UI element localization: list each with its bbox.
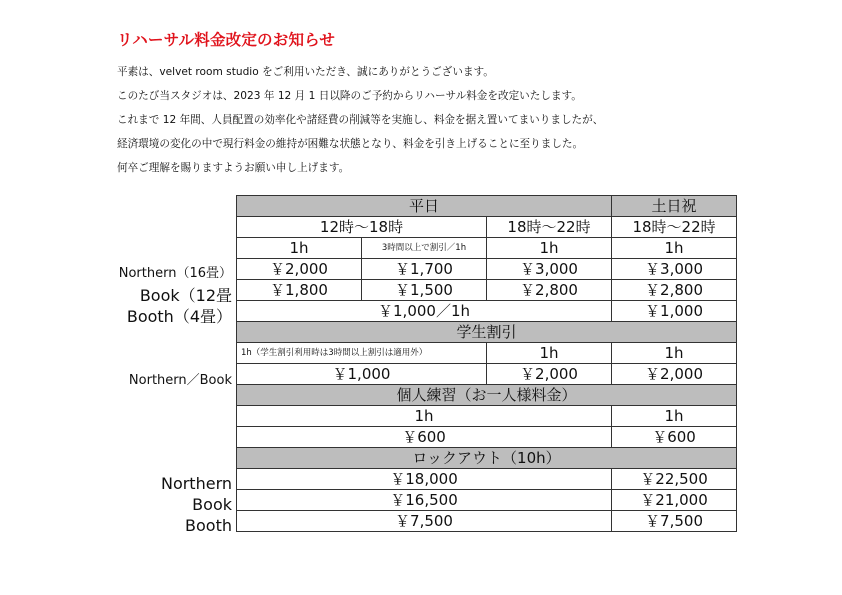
price-cell: ￥1,500 xyxy=(362,280,487,301)
row-label-book: Book xyxy=(192,495,232,514)
price-cell: ￥600 xyxy=(237,427,612,448)
price-cell: ￥2,000 xyxy=(612,364,737,385)
notice-title: リハーサル料金改定のお知らせ xyxy=(117,31,336,49)
price-cell: ￥22,500 xyxy=(612,469,737,490)
row-label-booth: Booth xyxy=(185,516,232,535)
price-cell: ￥1,000／1h xyxy=(237,301,612,322)
price-cell: ￥1,000 xyxy=(237,364,487,385)
header-slot-day: 12時〜18時 xyxy=(237,217,487,238)
table-row xyxy=(237,469,737,490)
price-cell: ￥18,000 xyxy=(237,469,612,490)
price-cell: ￥21,000 xyxy=(612,490,737,511)
row-label-booth-4: Booth（4畳） xyxy=(126,307,232,326)
price-cell: ￥7,500 xyxy=(237,511,612,532)
table-row xyxy=(237,364,737,385)
header-unit: 1h xyxy=(237,406,612,427)
notice-line: このたび当スタジオは、2023 年 12 月 1 日以降のご予約からリハーサル料金を改定いたします。 xyxy=(117,90,582,102)
header-slot-holiday: 18時〜22時 xyxy=(612,217,737,238)
header-unit: 1h xyxy=(612,238,737,259)
row-label-northern-16: Northern（16畳） xyxy=(118,266,232,281)
price-cell: ￥3,000 xyxy=(612,259,737,280)
header-slot-evening: 18時〜22時 xyxy=(487,217,612,238)
price-cell: ￥2,000 xyxy=(237,259,362,280)
notice-paragraph xyxy=(117,60,603,180)
price-cell: ￥2,000 xyxy=(487,364,612,385)
notice-line: これまで 12 年間、人員配置の効率化や諸経費の削減等を実施し、料金を据え置いてまいりましたが、 xyxy=(117,114,604,126)
header-holiday: 土日祝 xyxy=(612,196,737,217)
student-note: 1h（学生割引利用時は3時間以上割引は適用外） xyxy=(237,343,487,364)
table-row xyxy=(237,280,737,301)
header-unit: 1h xyxy=(487,343,612,364)
price-table xyxy=(236,195,737,532)
notice-line: 何卒ご理解を賜りますようお願い申し上げます。 xyxy=(117,162,350,174)
section-solo: 個人練習（お一人様料金） xyxy=(237,385,737,406)
row-label-northern: Northern xyxy=(160,474,232,493)
price-cell: ￥3,000 xyxy=(487,259,612,280)
notice-line: 平素は、velvet room studio をご利用いただき、誠にありがとうございます。 xyxy=(117,66,494,78)
section-student: 学生割引 xyxy=(237,322,737,343)
price-cell: ￥1,700 xyxy=(362,259,487,280)
header-weekday: 平日 xyxy=(237,196,612,217)
section-lockout: ロックアウト（10h） xyxy=(237,448,737,469)
table-row xyxy=(237,259,737,280)
header-unit: 1h xyxy=(612,343,737,364)
header-unit: 1h xyxy=(612,406,737,427)
price-cell: ￥16,500 xyxy=(237,490,612,511)
price-cell: ￥1,800 xyxy=(237,280,362,301)
price-cell: ￥1,000 xyxy=(612,301,737,322)
table-row xyxy=(237,427,737,448)
header-unit: 1h xyxy=(237,238,362,259)
price-cell: ￥2,800 xyxy=(487,280,612,301)
header-unit-note: 3時間以上で割引／1h xyxy=(362,238,487,259)
price-cell: ￥2,800 xyxy=(612,280,737,301)
notice-line: 経済環境の変化の中で現行料金の維持が困難な状態となり、料金を引き上げることに至りました。 xyxy=(117,138,584,150)
table-row xyxy=(237,511,737,532)
price-cell: ￥7,500 xyxy=(612,511,737,532)
row-label-book-12: Book（12畳 xyxy=(139,286,232,305)
row-label-northern-book: Northern／Book xyxy=(128,373,232,388)
table-row xyxy=(237,490,737,511)
header-unit: 1h xyxy=(487,238,612,259)
price-cell: ￥600 xyxy=(612,427,737,448)
table-row xyxy=(237,301,737,322)
